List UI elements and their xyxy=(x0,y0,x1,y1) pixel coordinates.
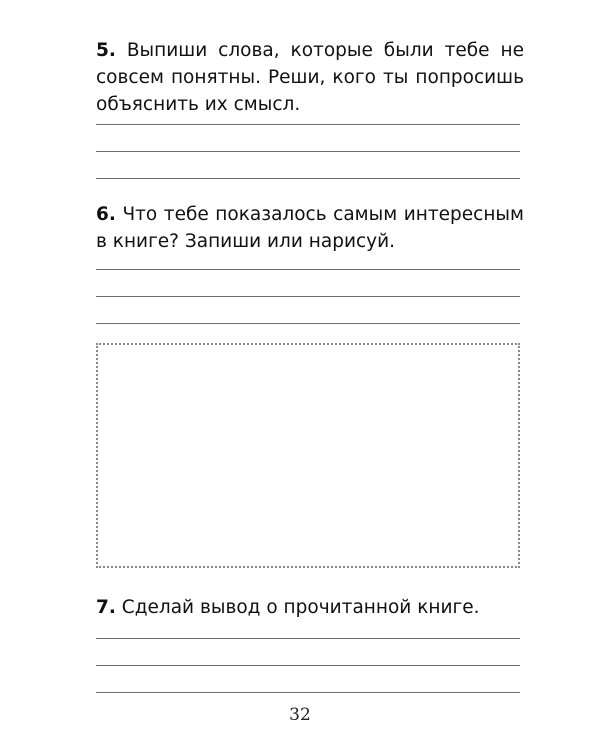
task-6-number: 6. xyxy=(96,204,116,225)
page-number: 32 xyxy=(289,705,311,725)
answer-line[interactable] xyxy=(96,692,520,693)
answer-line[interactable] xyxy=(96,323,520,324)
answer-line[interactable] xyxy=(96,296,520,297)
task-5-text: Выпиши слова, которые были тебе не совсем понятны. Реши, кого ты попросишь объяснить их смысл. xyxy=(96,40,524,115)
answer-line[interactable] xyxy=(96,269,520,270)
answer-line[interactable] xyxy=(96,665,520,666)
task-7-text: Сделай вывод о прочитанной книге. xyxy=(121,597,480,618)
task-5-prompt xyxy=(96,37,524,118)
answer-line[interactable] xyxy=(96,178,520,179)
answer-line[interactable] xyxy=(96,638,520,639)
answer-line[interactable] xyxy=(96,151,520,152)
drawing-box[interactable] xyxy=(96,343,520,568)
task-6-prompt xyxy=(96,201,524,255)
task-5-number: 5. xyxy=(96,40,116,61)
task-6-text: Что тебе показалось самым интересным в книге? Запиши или нарисуй. xyxy=(96,204,524,252)
task-7-number: 7. xyxy=(96,597,116,618)
answer-line[interactable] xyxy=(96,124,520,125)
task-7-prompt xyxy=(96,594,524,621)
